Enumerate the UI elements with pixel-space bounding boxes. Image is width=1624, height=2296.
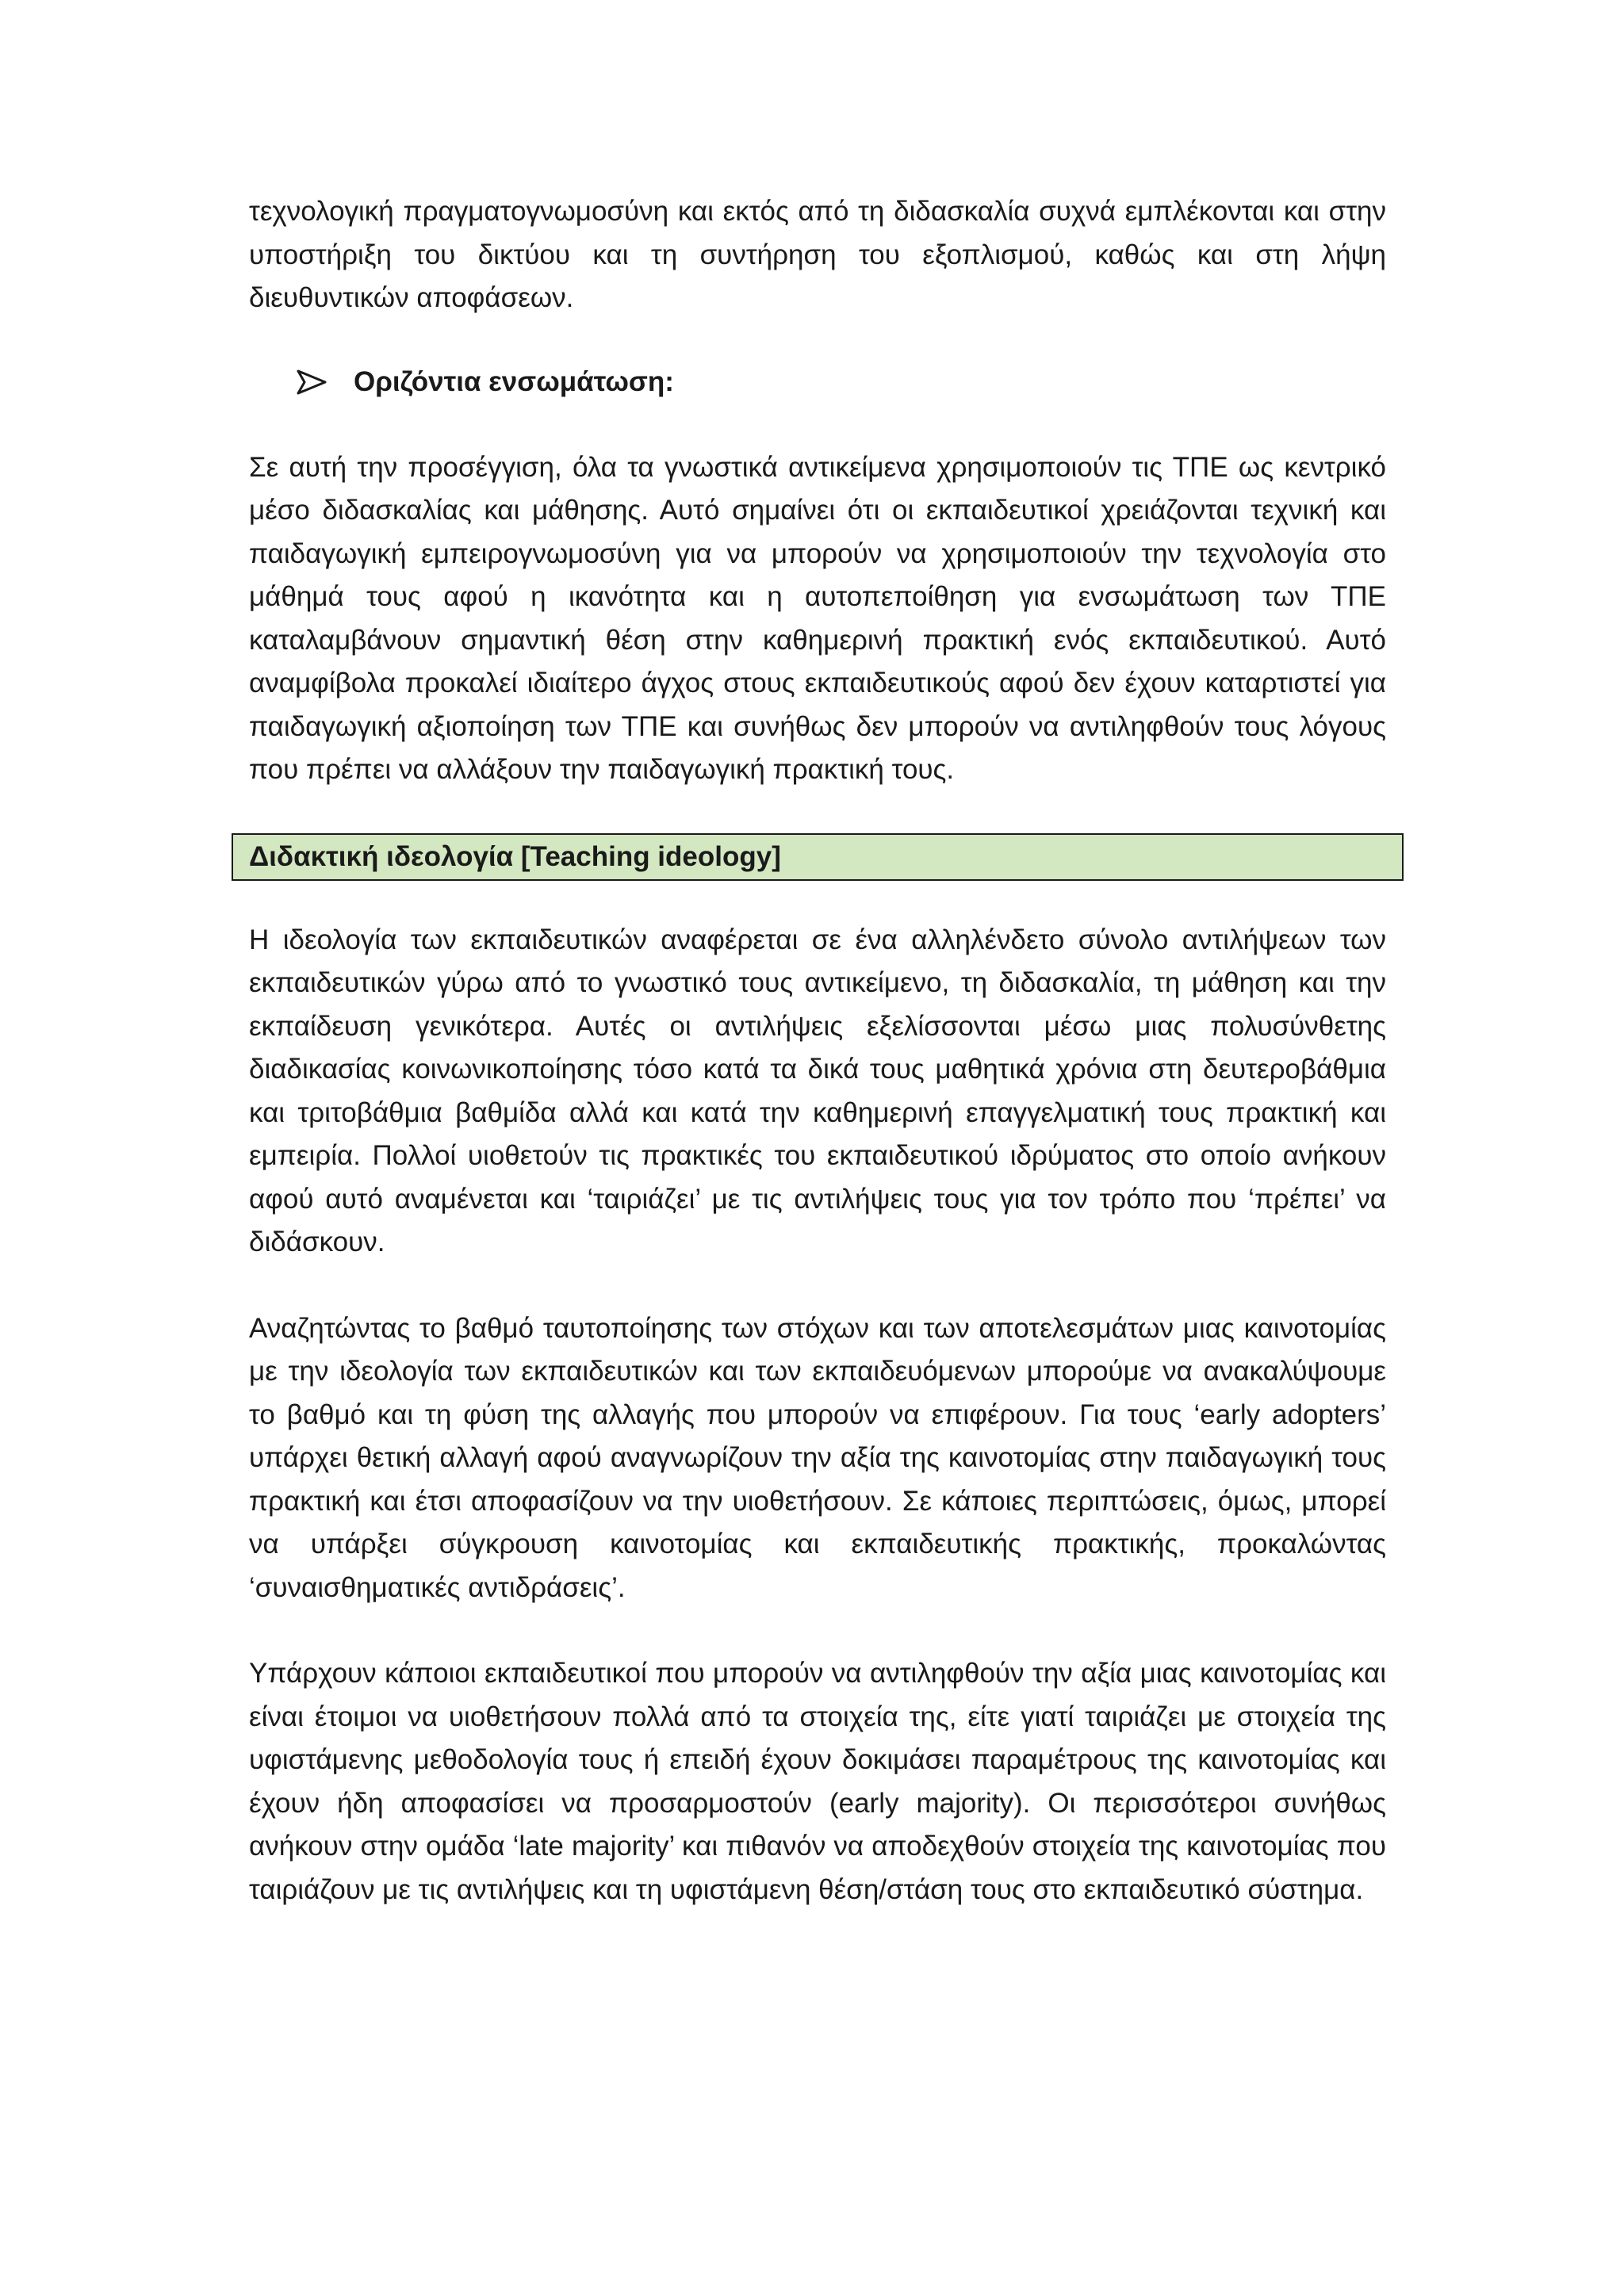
section-heading-box <box>232 833 1404 881</box>
horizontal-integration-paragraph: Σε αυτή την προσέγγιση, όλα τα γνωστικά αντικείμενα χρησιμοποιούν τις ΤΠΕ ως κεντρικό μέσο διδασκαλίας και μάθησης. Αυτό σημαίνει ότι οι εκπαιδευτικοί χρειάζονται τεχνική και παιδαγωγική εμπειρογνωμοσύνη για να μπορούν να χρησιμοποιούν την τεχνολογία στο μάθημά τους αφού η ικανότητα και η αυτοπεποίθηση για ενσωμάτωση των ΤΠΕ καταλαμβάνουν σημαντική θέση στην καθημερινή πρακτική ενός εκπαιδευτικού. Αυτό αναμφίβολα προκαλεί ιδιαίτερο άγχος στους εκπαιδευτικούς αφού δεν έχουν καταρτιστεί για παιδαγωγική αξιοποίηση των ΤΠΕ και συνήθως δεν μπορούν να αντιληφθούν τους λόγους που πρέπει να αλλάξουν την παιδαγωγική πρακτική τους. <box>249 451 1386 785</box>
innovation-paragraph: Αναζητώντας το βαθμό ταυτοποίησης των στόχων και των αποτελεσμάτων μιας καινοτομίας με την ιδεολογία των εκπαιδευτικών και των εκπαιδευόμενων μπορούμε να ανακαλύψουμε το βαθμό και τη φύση της αλλαγής που μπορούν να επιφέρουν. Για τους ‘early adopters’ υπάρχει θετική αλλαγή αφού αναγνωρίζουν την αξία της καινοτομίας στην παιδαγωγική τους πρακτική και έτσι αποφασίζουν να την υιοθετήσουν. Σε κάποιες περιπτώσεις, όμως, μπορεί να υπάρξει σύγκρουση καινοτομίας και εκπαιδευτικής πρακτικής, προκαλώντας ‘συναισθηματικές αντιδράσεις’. <box>249 1312 1386 1603</box>
document-page <box>249 190 1386 1911</box>
arrow-bullet-icon <box>295 368 335 396</box>
bullet-item <box>295 361 1386 404</box>
bullet-heading: Οριζόντια ενσωμάτωση: <box>354 365 674 397</box>
section-title: Διδακτική ιδεολογία [Teaching ideology] <box>249 840 781 872</box>
adoption-paragraph: Υπάρχουν κάποιοι εκπαιδευτικοί που μπορούν να αντιληφθούν την αξία μιας καινοτομίας και είναι έτοιμοι να υιοθετήσουν πολλά από τα στοιχεία της, είτε γιατί ταιριάζει με στοιχεία της υφιστάμενης μεθοδολογία τους ή επειδή έχουν δοκιμάσει παραμέτρους της καινοτομίας και έχουν ήδη αποφασίσει να προσαρμοστούν (early majority). Οι περισσότεροι συνήθως ανήκουν στην ομάδα ‘late majority’ και πιθανόν να αποδεχθούν στοιχεία της καινοτομίας που ταιριάζουν με τις αντιλήψεις και τη υφιστάμενη θέση/στάση τους στο εκπαιδευτικό σύστημα. <box>249 1658 1386 1905</box>
ideology-paragraph: Η ιδεολογία των εκπαιδευτικών αναφέρεται σε ένα αλληλένδετο σύνολο αντιλήψεων των εκπαιδευτικών γύρω από το γνωστικό τους αντικείμενο, τη διδασκαλία, τη μάθηση και την εκπαίδευση γενικότερα. Αυτές οι αντιλήψεις εξελίσσονται μέσω μιας πολυσύνθετης διαδικασίας κοινωνικοποίησης τόσο κατά τα δικά τους μαθητικά χρόνια στη δευτεροβάθμια και τριτοβάθμια βαθμίδα αλλά και κατά την καθημερινή επαγγελματική τους πρακτική και εμπειρία. Πολλοί υιοθετούν τις πρακτικές του εκπαιδευτικού ιδρύματος στο οποίο ανήκουν αφού αυτό αναμένεται και ‘ταιριάζει’ με τις αντιλήψεις τους για τον τρόπο που ‘πρέπει’ να διδάσκουν. <box>249 924 1386 1257</box>
intro-paragraph: τεχνολογική πραγματογνωμοσύνη και εκτός από τη διδασκαλία συχνά εμπλέκονται και στην υποστήριξη του δικτύου και τη συντήρηση του εξοπλισμού, καθώς και στη λήψη διευθυντικών αποφάσεων. <box>249 196 1386 313</box>
